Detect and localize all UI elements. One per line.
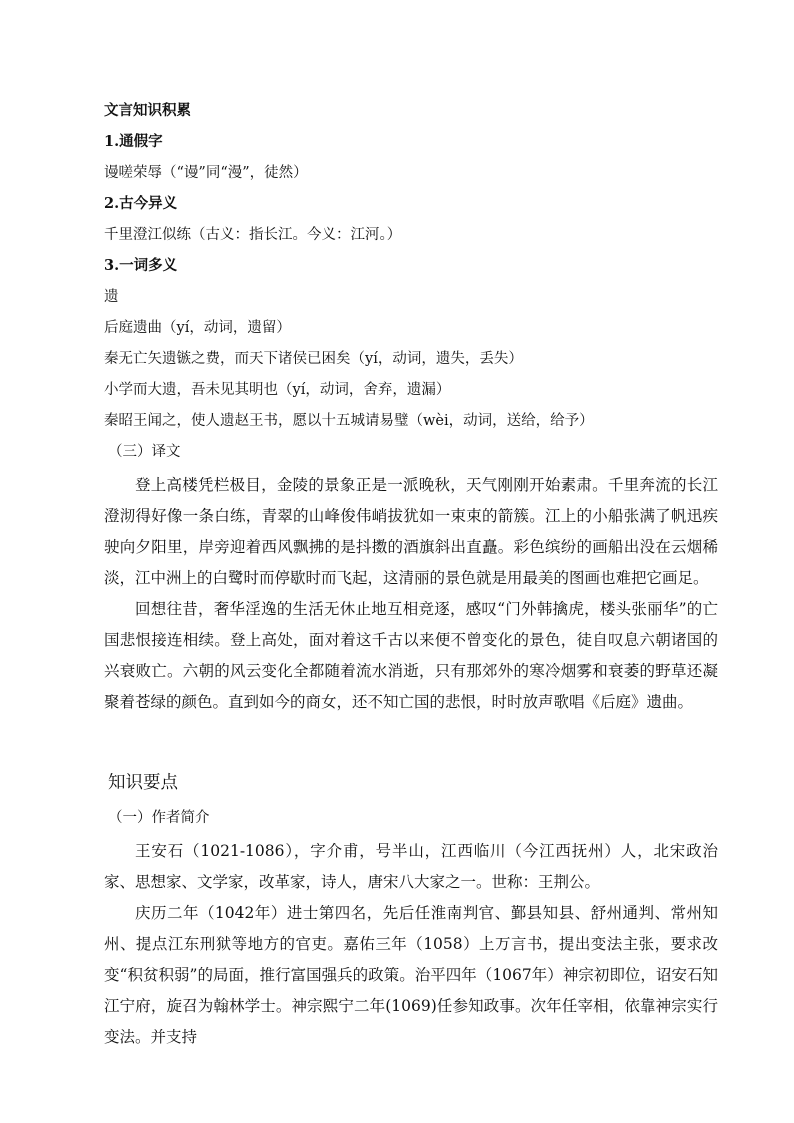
author-paragraph: 王安石（1021-1086），字介甫，号半山，江西临川（今江西抚州）人，北宋政治家、思想家、文学家，改革家，诗人，唐宋八大家之一。世称：王荆公。 — [104, 842, 718, 891]
heading-yiciduoyi: 3.一词多义 — [104, 257, 178, 274]
heading-tongjiazi: 1.通假字 — [104, 133, 163, 150]
polysemy-example: 小学而大遗，吾未见其明也（yí，动词，舍弃，遗漏） — [104, 382, 451, 398]
polysemy-word: 遗 — [104, 289, 119, 305]
polysemy-example: 秦无亡矢遗镞之费，而天下诸侯已困矣（yí，动词，遗失，丢失） — [104, 351, 523, 367]
translation-paragraph: 登上高楼凭栏极目，金陵的景象正是一派晚秋，天气刚刚开始素肃。千里奔流的长江澄沏得好像一条白练，青翠的山峰俊伟峭拔犹如一束束的箭簇。江上的小船张满了帆迅疾驶向夕阳里，岸旁迎着西风飘拂的是抖擞的酒旗斜出直矗。彩色缤纷的画船出没在云烟稀淡，江中洲上的白鹭时而停歇时而飞起，这清丽的景色就是用最美的图画也难把它画足。 — [104, 476, 718, 587]
polysemy-example: 后庭遗曲（yí，动词，遗留） — [104, 320, 291, 336]
heading-gujinyiyi: 2.古今异义 — [104, 195, 178, 212]
section-title: 文言知识积累 — [104, 102, 191, 119]
translation-label: （三）译文 — [108, 444, 181, 460]
author-intro-label: （一）作者简介 — [108, 810, 210, 826]
author-paragraph: 庆历二年（1042年）进士第四名，先后任淮南判官、鄞县知县、舒州通判、常州知州、提点江东刑狱等地方的官吏。嘉佑三年（1058）上万言书，提出变法主张，要求改变“积贫积弱”的局面，推行富国强兵的政策。治平四年（1067年）神宗初即位，诏安石知江宁府，旋召为翰林学士。神宗熙宁二年(1069)任参知政事。次年任宰相，依靠神宗实行变法。并支持 — [104, 904, 718, 1046]
gujinyiyi-example: 千里澄江似练（古义：指长江。今义：江河。） — [104, 227, 402, 243]
translation-paragraph: 回想往昔，奢华淫逸的生活无休止地互相竞逐，感叹“门外韩擒虎，楼头张丽华”的亡国悲恨接连相续。登上高处，面对着这千古以来便不曾变化的景色，徒自叹息六朝诸国的兴衰败亡。六朝的风云变化全都随着流水消逝，只有那郊外的寒冷烟雾和衰萎的野草还凝聚着苍绿的颜色。直到如今的商女，还不知亡国的悲恨，时时放声歌唱《后庭》遗曲。 — [104, 600, 718, 711]
polysemy-example: 秦昭王闻之，使人遗赵王书，愿以十五城请易璧（wèi，动词，送给，给予） — [104, 413, 594, 429]
tongjiazi-example: 谩嗟荣辱（“谩”同“漫”，徒然） — [104, 165, 308, 181]
key-points-title: 知识要点 — [108, 773, 178, 793]
